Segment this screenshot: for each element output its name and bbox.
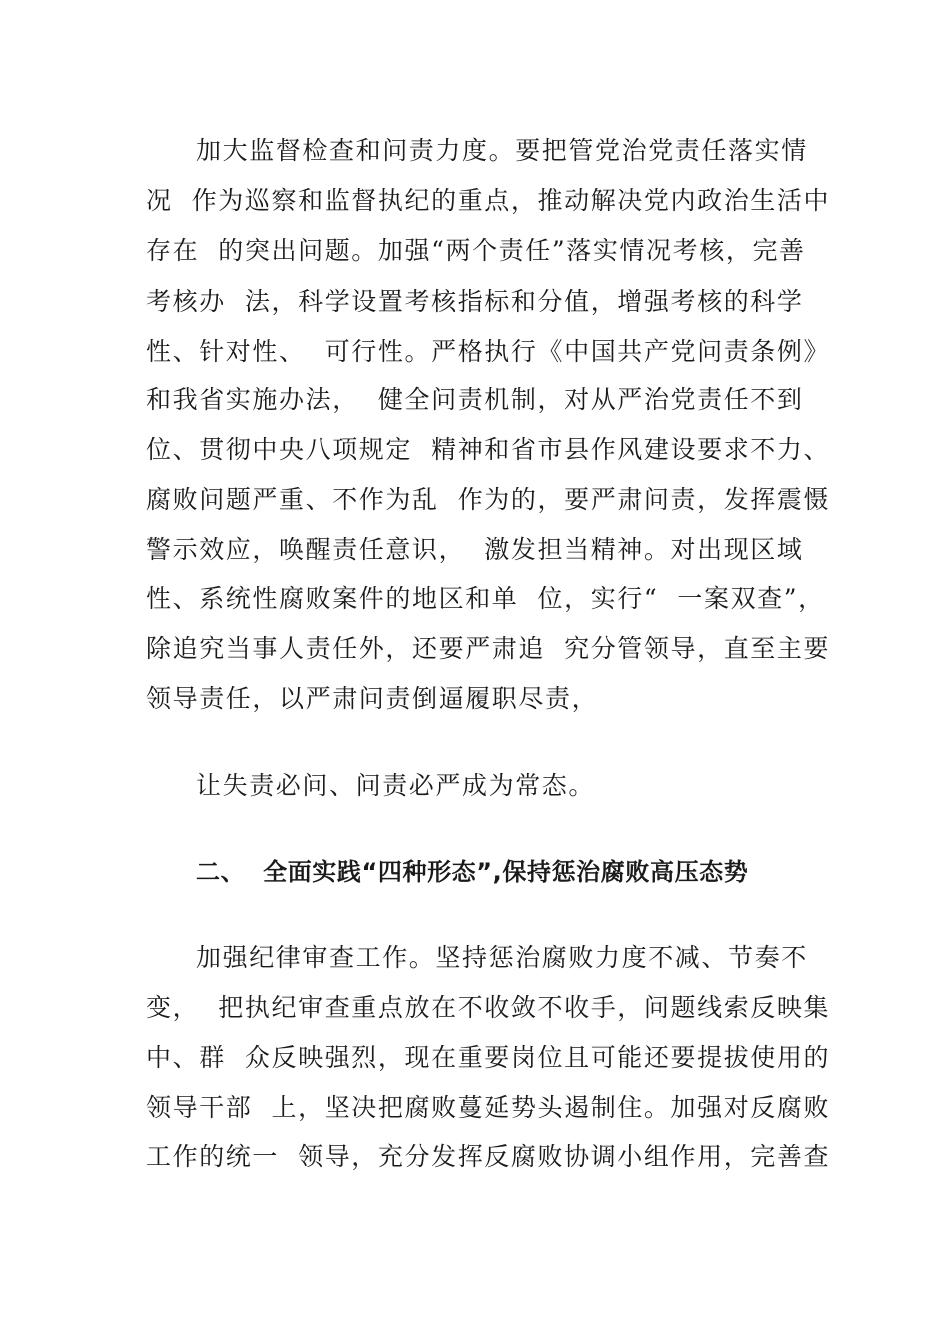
paragraph-line: 工作的统一 领导，充分发挥反腐败协调小组作用，完善查: [146, 1142, 831, 1171]
paragraph-line: 考核办 法，科学设置考核指标和分值，增强考核的科学: [146, 287, 804, 316]
paragraph-line: 况 作为巡察和监督执纪的重点，推动解决党内政治生活中: [146, 186, 831, 215]
paragraph-line: 变， 把执纪审查重点放在不收敛不收手，问题线索反映集: [146, 993, 831, 1022]
paragraph-line: 性、针对性、 可行性。严格执行《中国共产党问责条例》: [146, 337, 831, 366]
paragraph-line: 存在 的突出问题。加强“两个责任”落实情况考核，完善: [146, 236, 806, 265]
paragraph-line: 领导干部 上，坚决把腐败蔓延势头遏制住。加强对反腐败: [146, 1093, 831, 1122]
paragraph-line: 除追究当事人责任外，还要严肃追 究分管领导，直至主要: [146, 634, 831, 663]
paragraph-line: 加大监督检查和问责力度。要把管党治党责任落实情: [196, 136, 808, 165]
paragraph-line: 加强纪律审查工作。坚持惩治腐败力度不减、节奏不: [196, 943, 808, 972]
paragraph-line: 性、系统性腐败案件的地区和单 位，实行“ 一案双查”，: [146, 584, 825, 613]
paragraph-line: 领导责任，以严肃问责倒逼履职尽责，: [146, 684, 599, 713]
paragraph-line: 腐败问题严重、不作为乱 作为的，要严肃问责，发挥震慑: [146, 485, 831, 514]
paragraph-line: 中、群 众反映强烈，现在重要岗位且可能还要提拔使用的: [146, 1043, 831, 1072]
paragraph-normalize: 让失责必问、问责必严成为常态。: [196, 771, 596, 800]
section-heading: 二、 全面实践“四种形态”,保持惩治腐败高压态势: [196, 858, 749, 886]
paragraph-line: 警示效应，唤醒责任意识， 激发担当精神。对出现区域: [146, 535, 804, 564]
paragraph-line: 和我省实施办法， 健全问责机制，对从严治党责任不到: [146, 385, 804, 414]
paragraph-line: 位、贯彻中央八项规定 精神和省市县作风建设要求不力、: [146, 435, 831, 464]
